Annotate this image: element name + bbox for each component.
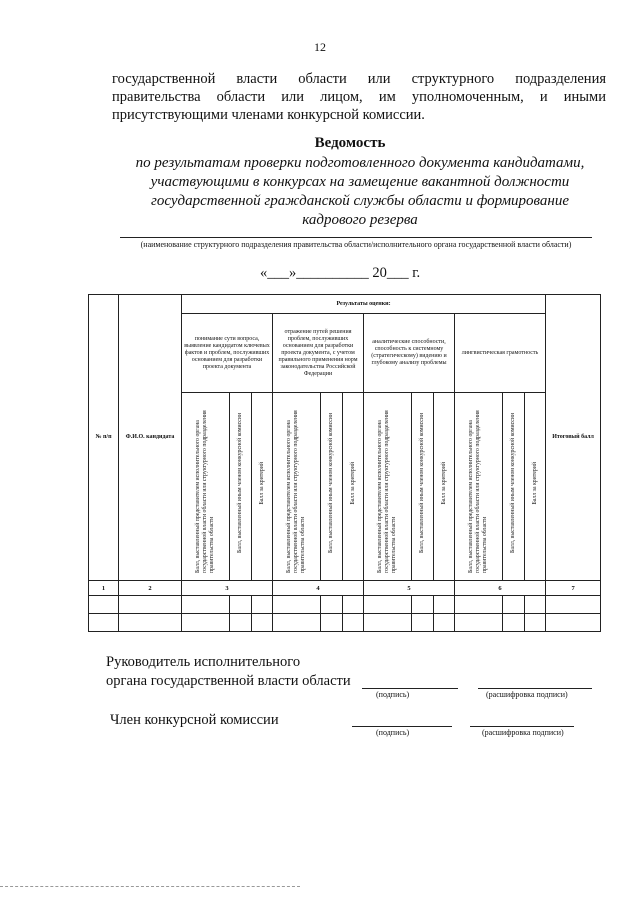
member-decoding-caption: (расшифровка подписи) bbox=[482, 728, 564, 737]
head-decoding-caption: (расшифровка подписи) bbox=[486, 690, 568, 699]
head-title-line1: Руководитель исполнительного bbox=[106, 654, 301, 670]
intro-paragraph bbox=[112, 70, 606, 124]
head-signature-caption: (подпись) bbox=[376, 690, 410, 699]
head-decoding-line bbox=[478, 688, 592, 689]
document-title: Ведомость bbox=[314, 135, 386, 151]
subcol-member-score: Балл, выставленный иным членом конкурсной комиссии bbox=[503, 393, 525, 581]
subcol-representative-score: Балл, выставленный представителем исполнительного органа государственной власти области или структурного подразделения правительства области bbox=[182, 393, 230, 581]
subcol-member-score: Балл, выставленный иным членом конкурсной комиссии bbox=[321, 393, 343, 581]
intro-line: правительства области или лицом, им уполномоченным, и иными bbox=[112, 89, 606, 105]
criterion-understanding: понимание сути вопроса, выявление кандидатом ключевых фактов и проблем, послуживших основанием для разработки проекта документа bbox=[182, 314, 273, 393]
criterion-linguistics: лингвистическая грамотность bbox=[455, 314, 546, 393]
subcol-criterion-score: Балл за критерий bbox=[252, 393, 273, 581]
subcol-criterion-score: Балл за критерий bbox=[434, 393, 455, 581]
member-signature-caption: (подпись) bbox=[376, 728, 410, 737]
head-title-line2: органа государственной власти области bbox=[106, 673, 351, 689]
subcol-criterion-score: Балл за критерий bbox=[525, 393, 546, 581]
header-fio: Ф.И.О. кандидата bbox=[119, 295, 182, 581]
criterion-solutions: отражение путей решения проблем, послуживших основанием для разработки проекта документа, с учетом правильного применения норм законодательства Российской Федерации bbox=[273, 314, 364, 393]
column-number: 4 bbox=[273, 581, 364, 596]
column-number: 3 bbox=[182, 581, 273, 596]
table-row bbox=[89, 614, 601, 632]
subtitle-line: кадрового резерва bbox=[302, 212, 418, 228]
table-row bbox=[89, 596, 601, 614]
subdivision-caption: (наименование структурного подразделения правительства области/исполнительного органа государственной власти области) bbox=[140, 240, 572, 249]
subtitle-line: по результатам проверки подготовленного документа кандидатами, bbox=[135, 155, 585, 171]
member-decoding-line bbox=[470, 726, 574, 727]
subcol-representative-score: Балл, выставленный представителем исполнительного органа государственной власти области или структурного подразделения правительства области bbox=[455, 393, 503, 581]
column-numbers-row bbox=[89, 581, 601, 596]
column-number: 6 bbox=[455, 581, 546, 596]
results-table bbox=[88, 294, 601, 632]
column-number: 5 bbox=[364, 581, 455, 596]
header-number: № п/п bbox=[89, 295, 119, 581]
document-subtitle bbox=[112, 154, 608, 230]
member-label: Член конкурсной комиссии bbox=[110, 712, 279, 728]
column-number: 1 bbox=[89, 581, 119, 596]
intro-line: государственной власти области или структурного подразделения bbox=[112, 71, 606, 87]
header-total: Итоговый балл bbox=[546, 295, 601, 581]
subtitle-line: государственной гражданской службы области и формирование bbox=[150, 193, 570, 209]
subcol-representative-score: Балл, выставленный представителем исполнительного органа государственной власти области или структурного подразделения правительства области bbox=[273, 393, 321, 581]
subcol-member-score: Балл, выставленный иным членом конкурсной комиссии bbox=[230, 393, 252, 581]
intro-line: присутствующими членами конкурсной комиссии. bbox=[112, 107, 425, 123]
date-line: «___»__________ 20___ г. bbox=[260, 265, 421, 281]
subcol-criterion-score: Балл за критерий bbox=[343, 393, 364, 581]
column-number: 7 bbox=[546, 581, 601, 596]
header-results: Результаты оценки: bbox=[182, 295, 546, 314]
head-signature-line bbox=[362, 688, 458, 689]
subtitle-line: участвующими в конкурсах на замещение вакантной должности bbox=[150, 174, 570, 190]
subdivision-line bbox=[120, 237, 592, 238]
criterion-analytics: аналитические способности, способность к системному (стратегическому) видению и глубокому анализу проблемы bbox=[364, 314, 455, 393]
column-number: 2 bbox=[119, 581, 182, 596]
scan-edge-line bbox=[0, 886, 300, 887]
page-number: 12 bbox=[314, 40, 326, 54]
subcol-member-score: Балл, выставленный иным членом конкурсной комиссии bbox=[412, 393, 434, 581]
member-signature-line bbox=[352, 726, 452, 727]
subcol-representative-score: Балл, выставленный представителем исполнительного органа государственной власти области или структурного подразделения правительства области bbox=[364, 393, 412, 581]
